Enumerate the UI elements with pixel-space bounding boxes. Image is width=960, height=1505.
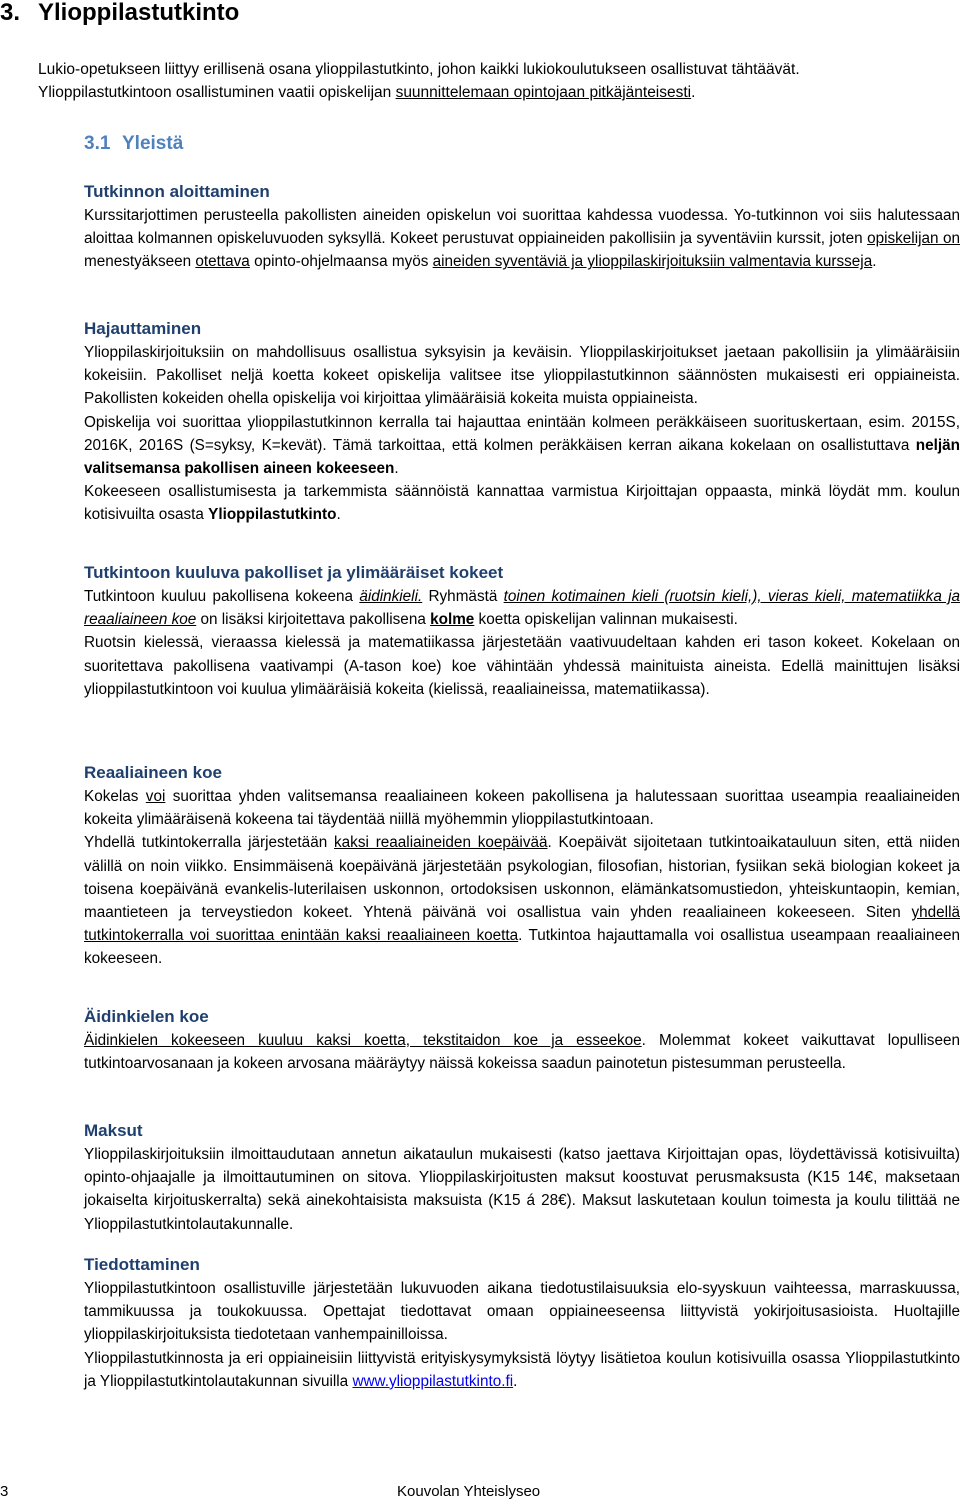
text: on lisäksi kirjoitettava pakollisena xyxy=(196,611,431,629)
section-aloittaminen xyxy=(84,180,960,274)
tiedottaminen-paragraph-1: Ylioppilastutkintoon osallistuville järjestetään lukuvuoden aikana tiedotustilaisuuksia elo-syyskuun vaihteessa, marraskuussa, tammikuussa ja toukokuussa. Opettajat tiedottavat omaan oppiaineeseensa liittyvistä yokirjoitusasioista. Huoltajille ylioppilaskirjoituksista tiedotetaan vanhempainilloissa. xyxy=(84,1280,960,1344)
section-pakolliset xyxy=(84,561,960,701)
text: Opiskelija voi suorittaa ylioppilastutkinnon kerralla tai hajauttaa enintään kolmeen peräkkäiseen suorituskertaan, esim. 2015S, 2016K, 2016S (S=syksy, K=kevät). Tämä tarkoittaa, että kolmen peräkkäisen kerran aikana kokelaan on osallistuttava xyxy=(84,413,960,454)
underlined-text: aineiden syventäviä ja ylioppilaskirjoituksiin valmentavia kursseja xyxy=(432,253,873,271)
reaaliaine-heading: Reaaliaineen koe xyxy=(84,763,222,782)
underlined-text: voi xyxy=(145,788,166,805)
bold-text: Ylioppilastutkinto xyxy=(208,506,337,524)
text: Kokelas xyxy=(84,788,146,805)
text: koetta opiskelijan valinnan mukaisesti. xyxy=(474,611,738,629)
chapter-number: 3. xyxy=(0,0,21,26)
aloittaminen-paragraph xyxy=(84,204,960,274)
section-number: 3.1 xyxy=(84,133,111,154)
section-title: Yleistä xyxy=(122,133,184,154)
tiedottaminen-heading: Tiedottaminen xyxy=(84,1255,200,1274)
page-title xyxy=(0,0,239,26)
text: menestyäkseen xyxy=(84,253,196,271)
text: Yhdellä tutkintokerralla järjestetään xyxy=(84,834,335,852)
text: . Molemmat kokeet vaikuttavat lopulliseen tutkintoarvosanaan ja kokeen arvosana määräytyy näissä kokeissa saadun painotetun pistesumman perusteella. xyxy=(84,1032,960,1073)
underlined-text: yhdellä tutkintokerralla voi suorittaa enintään kaksi reaaliaineen koetta xyxy=(84,904,960,945)
section-hajauttaminen xyxy=(84,317,960,527)
section-maksut xyxy=(84,1119,960,1236)
text: . xyxy=(336,506,341,524)
text: Ylioppilastutkinnosta ja eri oppiaineisiin liittyvistä erityiskysymyksistä löytyy lisätietoa koulun kotisivuilla osassa Ylioppilastutkinto ja Ylioppilastutkintolautakunnan sivuilla xyxy=(84,1349,960,1390)
text: . xyxy=(513,1372,518,1390)
ylioppilastutkinto-link[interactable]: www.ylioppilastutkinto.fi xyxy=(352,1372,514,1390)
hajauttaminen-heading: Hajauttaminen xyxy=(84,319,202,338)
intro-period: . xyxy=(691,84,696,101)
page-number: 3 xyxy=(0,1483,9,1500)
section-tiedottaminen xyxy=(84,1253,960,1393)
intro-text: Ylioppilastutkintoon osallistuminen vaatii opiskelijan xyxy=(38,84,396,101)
text: opinto-ohjelmaansa myös xyxy=(249,253,433,271)
reaaliaine-paragraph-2 xyxy=(84,831,960,970)
section-reaaliaine xyxy=(84,761,960,971)
tiedottaminen-paragraph-2 xyxy=(84,1347,960,1393)
footer-school-name: Kouvolan Yhteislyseo xyxy=(397,1483,541,1500)
underlined-italic-text: toinen kotimainen kieli (ruotsin kieli,), vieras kieli, matematiikka ja reaaliaineen koe xyxy=(84,588,960,629)
intro-underlined: suunnittelemaan opintojaan pitkäjänteisesti xyxy=(395,84,692,101)
text: Tutkintoon kuuluu pakollisena kokeena xyxy=(84,588,360,605)
intro-paragraph xyxy=(38,58,953,104)
bold-text: neljän valitsemansa pakollisen aineen kokeeseen xyxy=(84,436,960,478)
pakolliset-heading: Tutkintoon kuuluva pakolliset ja ylimääräiset kokeet xyxy=(84,563,504,582)
aidinkieli-paragraph xyxy=(84,1029,960,1075)
intro-line-1: Lukio-opetukseen liittyy erillisenä osana ylioppilastutkinto, johon kaikki lukiokoulutukseen osallistuvat tähtäävät. xyxy=(38,61,800,78)
underlined-text: Äidinkielen kokeeseen kuuluu kaksi koetta, tekstitaidon koe ja esseekoe xyxy=(84,1032,642,1049)
text: suorittaa yhden valitsemansa reaaliaineen kokeen pakollisena ja halutessaan suorittaa useampia reaaliaineiden kokeita ylimääräisenä kokeena tai täydentää niillä myöhemmin ylioppilastutkintoaan. xyxy=(84,788,960,829)
underlined-text: kaksi reaaliaineiden koepäivää xyxy=(334,834,548,852)
pakolliset-paragraph-2: Ruotsin kielessä, vieraassa kielessä ja matematiikassa järjestetään vaativuudeltaan kahden eri tason kokeet. Kokelaan on suoritettava pakollisena vaativampi (A-tason koe) koe vähintään yhdessä mainituista aineista. Edellä mainittujen lisäksi ylioppilastutkintoon voi kuulua ylimääräisiä kokeita (kielissä, reaaliaineissa, matematiikassa). xyxy=(84,634,960,698)
underlined-italic-text: äidinkieli. xyxy=(359,588,423,605)
intro-line-2 xyxy=(38,81,953,104)
pakolliset-paragraph-1 xyxy=(84,585,960,631)
underlined-text: opiskelijan on xyxy=(867,230,960,248)
text: . Tutkintoa hajauttamalla voi osallistua useampaan reaaliaineen kokeeseen. xyxy=(84,927,960,968)
text: . xyxy=(872,253,877,271)
section-heading xyxy=(84,133,183,155)
hajauttaminen-paragraph-2 xyxy=(84,411,960,481)
maksut-heading: Maksut xyxy=(84,1121,143,1140)
chapter-title: Ylioppilastutkinto xyxy=(38,0,240,26)
section-aidinkieli xyxy=(84,1005,960,1075)
hajauttaminen-paragraph-3 xyxy=(84,480,960,526)
underlined-bold-text: kolme xyxy=(430,611,475,629)
text: Kokeeseen osallistumisesta ja tarkemmista säännöistä kannattaa varmistua Kirjoittajan oppaasta, minkä löydät mm. koulun kotisivuilta osasta xyxy=(84,483,960,524)
text: . xyxy=(394,460,399,478)
reaaliaine-paragraph-1 xyxy=(84,785,960,831)
underlined-text: otettava xyxy=(195,253,250,271)
maksut-paragraph: Ylioppilaskirjoituksiin ilmoittaudutaan annetun aikataulun mukaisesti (katso jaettava Kirjoittajan opas, löydettävissä kotisivuilta) opinto-ohjaajalle ja ilmoittautuminen on sitova. Ylioppilaskirjoitusten maksut koostuvat perusmaksusta (K15 14€, maksetaan jokaiselta kirjoituskerralta) sekä ainekohtaisista maksuista (K15 á 28€). Maksut laskutetaan koulun toimesta ja koulu tilittää ne Ylioppilastutkintolautakunnalle. xyxy=(84,1146,960,1233)
aloittaminen-heading: Tutkinnon aloittaminen xyxy=(84,182,270,201)
text: Ryhmästä xyxy=(422,588,504,605)
text: Kurssitarjottimen perusteella pakollisten aineiden opiskelun voi suorittaa kahdessa vuodessa. Yo-tutkinnon voi siis halutessaan aloittaa kolmannen opiskeluvuoden syksyllä. Kokeet perustuvat oppiaineiden pakollisiin ja syventäviin kurssit, joten xyxy=(84,207,960,248)
aidinkieli-heading: Äidinkielen koe xyxy=(84,1007,209,1026)
text: . Koepäivät sijoitetaan tutkintoaikatauluun siten, että niiden välillä on noin viikko. Ensimmäisenä koepäivänä järjestetään psykologian, filosofian, historian, fysiikan sekä biologian kokeet ja toisena koepäivänä evankelis-luterilaisen uskonnon, ortodoksisen uskonnon, elämänkatsomustiedon, yhteiskuntaopin, kemian, maantieteen ja terveystiedon kokeet. Yhtenä päivänä voi osallistua vain yhden reaaliaineen kokeeseen. Siten xyxy=(84,834,960,922)
hajauttaminen-paragraph-1: Ylioppilaskirjoituksiin on mahdollisuus osallistua syksyisin ja keväisin. Ylioppilaskirjoitukset jaetaan pakollisiin ja ylimääräisiin kokeisiin. Pakolliset neljä koetta kokeet opiskelija valitsee itse ylioppilastutkinnon säännösten mukaisesti eri oppiaineista. Pakollisten kokeiden ohella opiskelija voi kirjoittaa ylimääräisiä kokeita muista oppiaineista. xyxy=(84,344,960,408)
